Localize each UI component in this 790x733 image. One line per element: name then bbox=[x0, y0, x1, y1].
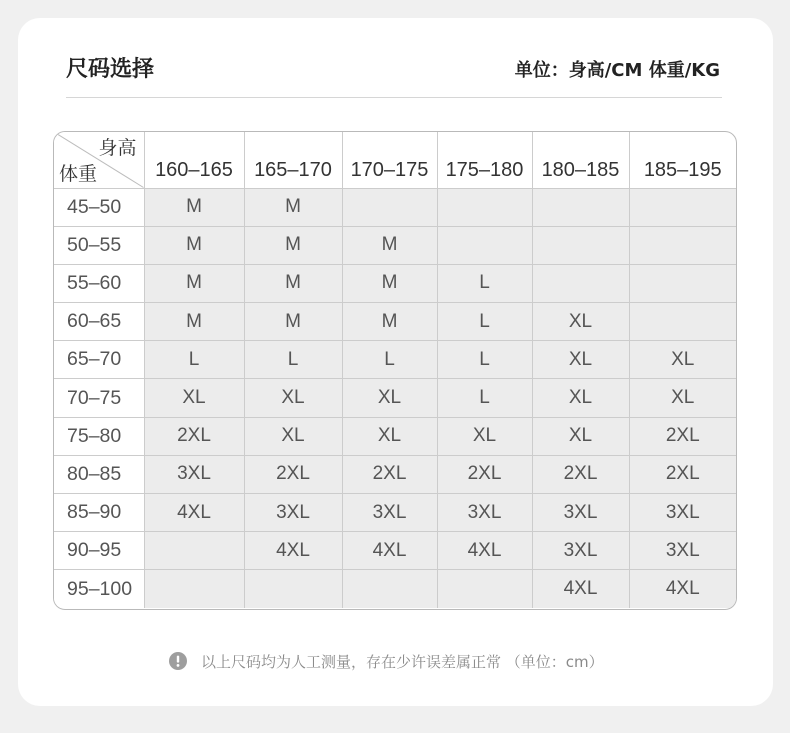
size-cell: 2XL bbox=[629, 455, 736, 493]
table-row bbox=[54, 379, 736, 417]
height-range-header: 180–185 bbox=[532, 132, 629, 188]
size-cell bbox=[532, 226, 629, 264]
size-cell: XL bbox=[532, 379, 629, 417]
size-cell: XL bbox=[437, 417, 532, 455]
weight-range-cell: 75–80 bbox=[54, 417, 144, 455]
size-cell: L bbox=[144, 341, 244, 379]
height-range-header: 175–180 bbox=[437, 132, 532, 188]
size-cell bbox=[629, 188, 736, 226]
weight-range-cell: 85–90 bbox=[54, 494, 144, 532]
size-cell: 2XL bbox=[244, 455, 342, 493]
unit-label: 单位：身高/CM 体重/KG bbox=[514, 60, 720, 81]
size-cell: M bbox=[244, 226, 342, 264]
size-cell: 3XL bbox=[144, 455, 244, 493]
table-row bbox=[54, 188, 736, 226]
height-range-header: 160–165 bbox=[144, 132, 244, 188]
height-range-header: 170–175 bbox=[342, 132, 437, 188]
size-cell: M bbox=[144, 264, 244, 302]
size-cell bbox=[629, 226, 736, 264]
size-cell: 2XL bbox=[437, 455, 532, 493]
size-cell bbox=[437, 188, 532, 226]
table-row bbox=[54, 226, 736, 264]
size-cell: 3XL bbox=[629, 532, 736, 570]
exclamation-circle-icon bbox=[169, 652, 187, 670]
size-cell: M bbox=[342, 264, 437, 302]
height-range-header: 185–195 bbox=[629, 132, 736, 188]
table-row bbox=[54, 494, 736, 532]
page-title: 尺码选择 bbox=[66, 57, 155, 82]
corner-header-cell bbox=[54, 132, 144, 188]
size-cell bbox=[342, 188, 437, 226]
size-cell bbox=[342, 570, 437, 608]
table-row bbox=[54, 303, 736, 341]
size-cell: L bbox=[342, 341, 437, 379]
size-cell: 3XL bbox=[532, 494, 629, 532]
size-cell: M bbox=[342, 226, 437, 264]
measurement-note bbox=[169, 650, 604, 672]
size-cell: 4XL bbox=[342, 532, 437, 570]
weight-range-cell: 65–70 bbox=[54, 341, 144, 379]
corner-weight-label: 体重 bbox=[59, 162, 98, 185]
size-cell: M bbox=[144, 303, 244, 341]
size-cell bbox=[437, 226, 532, 264]
weight-range-cell: 95–100 bbox=[54, 570, 144, 608]
size-cell: XL bbox=[532, 417, 629, 455]
table-header-row bbox=[54, 132, 736, 188]
size-cell: XL bbox=[532, 341, 629, 379]
weight-range-cell: 50–55 bbox=[54, 226, 144, 264]
size-chart-table bbox=[53, 131, 737, 610]
height-range-header: 165–170 bbox=[244, 132, 342, 188]
size-cell: 4XL bbox=[532, 570, 629, 608]
size-cell: 4XL bbox=[629, 570, 736, 608]
size-cell: XL bbox=[244, 379, 342, 417]
weight-range-cell: 60–65 bbox=[54, 303, 144, 341]
size-cell: L bbox=[437, 341, 532, 379]
size-cell bbox=[437, 570, 532, 608]
size-cell: M bbox=[244, 303, 342, 341]
size-cell: L bbox=[437, 303, 532, 341]
size-cell bbox=[629, 303, 736, 341]
table-row bbox=[54, 455, 736, 493]
size-cell: XL bbox=[244, 417, 342, 455]
size-cell: M bbox=[244, 188, 342, 226]
size-cell bbox=[244, 570, 342, 608]
weight-range-cell: 55–60 bbox=[54, 264, 144, 302]
size-cell: 3XL bbox=[532, 532, 629, 570]
weight-range-cell: 45–50 bbox=[54, 188, 144, 226]
size-cell: 3XL bbox=[437, 494, 532, 532]
size-cell bbox=[629, 264, 736, 302]
size-cell: XL bbox=[629, 341, 736, 379]
size-cell: 4XL bbox=[144, 494, 244, 532]
size-cell bbox=[144, 532, 244, 570]
size-cell: 3XL bbox=[629, 494, 736, 532]
size-cell: 3XL bbox=[244, 494, 342, 532]
table-row bbox=[54, 417, 736, 455]
note-text: 以上尺码均为人工测量，存在少许误差属正常 （单位：cm） bbox=[201, 652, 604, 671]
size-chart-card bbox=[18, 18, 773, 706]
size-cell: 3XL bbox=[342, 494, 437, 532]
size-cell: L bbox=[437, 264, 532, 302]
size-cell: 2XL bbox=[342, 455, 437, 493]
size-cell: M bbox=[244, 264, 342, 302]
size-cell: 4XL bbox=[437, 532, 532, 570]
size-cell: L bbox=[437, 379, 532, 417]
table-row bbox=[54, 532, 736, 570]
size-cell bbox=[532, 264, 629, 302]
size-cell: M bbox=[144, 226, 244, 264]
size-cell: M bbox=[144, 188, 244, 226]
size-cell: L bbox=[244, 341, 342, 379]
size-cell: XL bbox=[532, 303, 629, 341]
size-cell: 2XL bbox=[532, 455, 629, 493]
size-cell bbox=[144, 570, 244, 608]
size-cell: XL bbox=[144, 379, 244, 417]
table-row bbox=[54, 570, 736, 608]
weight-range-cell: 80–85 bbox=[54, 455, 144, 493]
size-cell bbox=[532, 188, 629, 226]
table-row bbox=[54, 264, 736, 302]
size-cell: XL bbox=[629, 379, 736, 417]
table-row bbox=[54, 341, 736, 379]
size-cell: XL bbox=[342, 379, 437, 417]
size-cell: 4XL bbox=[244, 532, 342, 570]
header-divider bbox=[66, 97, 722, 98]
size-cell: 2XL bbox=[629, 417, 736, 455]
corner-height-label: 身高 bbox=[98, 137, 137, 159]
weight-range-cell: 90–95 bbox=[54, 532, 144, 570]
size-cell: XL bbox=[342, 417, 437, 455]
size-cell: M bbox=[342, 303, 437, 341]
size-cell: 2XL bbox=[144, 417, 244, 455]
weight-range-cell: 70–75 bbox=[54, 379, 144, 417]
